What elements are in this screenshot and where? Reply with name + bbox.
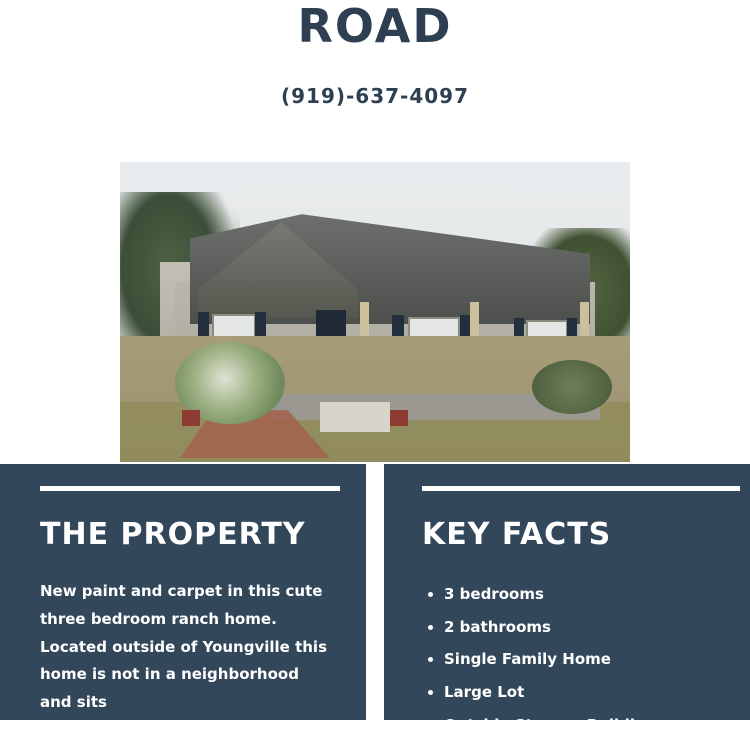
list-item: • Single Family Home	[444, 643, 716, 676]
property-photo-container	[0, 162, 750, 462]
photo-front-steps	[320, 402, 390, 432]
list-item: • Outside Storage Building	[444, 709, 716, 741]
key-facts-panel-rule	[422, 486, 740, 491]
list-item: • 2 bathrooms	[444, 611, 716, 644]
list-item: • Large Lot	[444, 676, 716, 709]
property-panel	[0, 464, 366, 720]
key-facts-heading: KEY FACTS	[422, 517, 612, 552]
photo-planter-right	[390, 410, 408, 426]
key-facts-panel	[384, 464, 750, 734]
page-title: ROAD	[297, 0, 453, 53]
info-panels	[0, 464, 750, 734]
key-facts-list	[422, 578, 716, 741]
list-item: • 3 bedrooms	[444, 578, 716, 611]
contact-phone: (919)-637-4097	[280, 84, 470, 109]
property-photo	[120, 162, 630, 462]
photo-planter-left	[182, 410, 200, 426]
photo-shrub-right	[532, 360, 612, 414]
property-description: New paint and carpet in this cute three bedroom ranch home. Located outside of Youngville this home is not in a neighborhood and sits	[40, 582, 327, 711]
property-panel-rule	[40, 486, 340, 491]
flyer-header	[0, 0, 750, 108]
property-heading: THE PROPERTY	[40, 517, 306, 552]
